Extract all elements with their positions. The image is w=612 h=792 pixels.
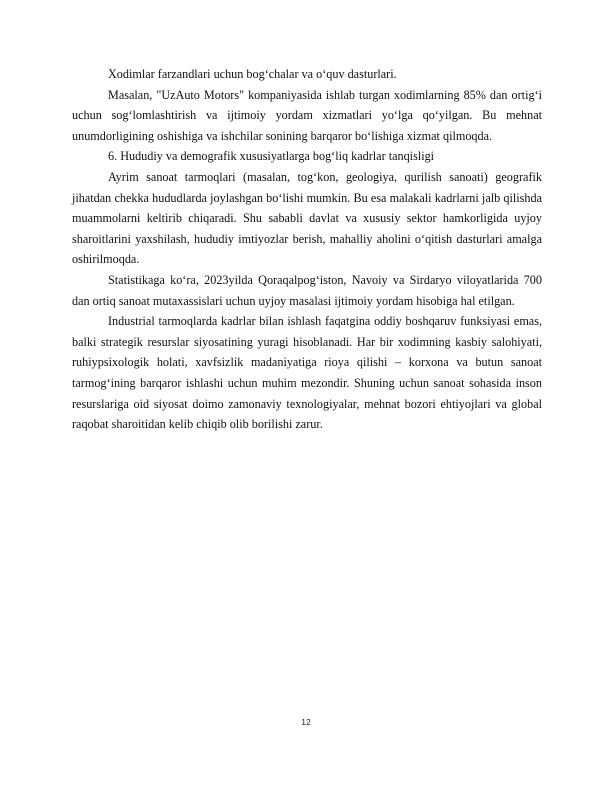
paragraph-uzauto-example: Masalan, "UzAuto Motors" kompaniyasida ishlab turgan xodimlarning 85% dan ortig‘i uchun sog‘lomlashtirish va ijtimoiy yordam xizmatlari yo‘lga qo‘yilgan. Bu mehnat unumdorligining oshishiga va ishchilar sonining barqaror bo‘lishiga xizmat qilmoqda.: [72, 87, 542, 143]
document-page: [72, 64, 542, 435]
paragraph-conclusion: Industrial tarmoqlarda kadrlar bilan ishlash faqatgina oddiy boshqaruv funksiyasi emas, balki strategik resurslar siyosatining yuragi hisoblanadi. Har bir xodimning kasbiy salohiyati, ruhiypsixologik holati, xavfsizlik madaniyatiga rioya qilishi – korxona va butun sanoat tarmog‘ining barqaror ishlashi uchun muhim mezondir. Shuning uchun sanoat sohasida inson resurslariga oid siyosat doimo zamonaviy texnologiyalar, mehnat bozori ehtiyojlari va global raqobat sharoitidan kelib chiqib olib borilishi zarur.: [72, 314, 542, 432]
paragraph-childcare: Xodimlar farzandlari uchun bog‘chalar va o‘quv dasturlari.: [108, 67, 397, 81]
paragraph-statistics-2023: Statistikaga ko‘ra, 2023yilda Qoraqalpog‘iston, Navoiy va Sirdaryo viloyatlarida 700 dan ortiq sanoat mutaxassislari uchun uyjoy masalasi ijtimoiy yordam hisobiga hal etilgan.: [72, 272, 542, 308]
paragraph-remote-regions: Ayrim sanoat tarmoqlari (masalan, tog‘kon, geologiya, qurilish sanoati) geografik jihatdan chekka hududlarda joylashgan bo‘lishi mumkin. Bu esa malakali kadrlarni jalb qilishda muammolarni keltirib chiqaradi. Shu sababli davlat va xususiy sektor hamkorligida uyjoy sharoitlarini yaxshilash, hududiy imtiyozlar berish, mahalliy aholini o‘qitish dasturlari amalga oshirilmoqda.: [72, 169, 542, 267]
page-number: 12: [301, 717, 311, 727]
section-heading-regional-shortage: 6. Hududiy va demografik xususiyatlarga bog‘liq kadrlar tanqisligi: [108, 149, 435, 164]
